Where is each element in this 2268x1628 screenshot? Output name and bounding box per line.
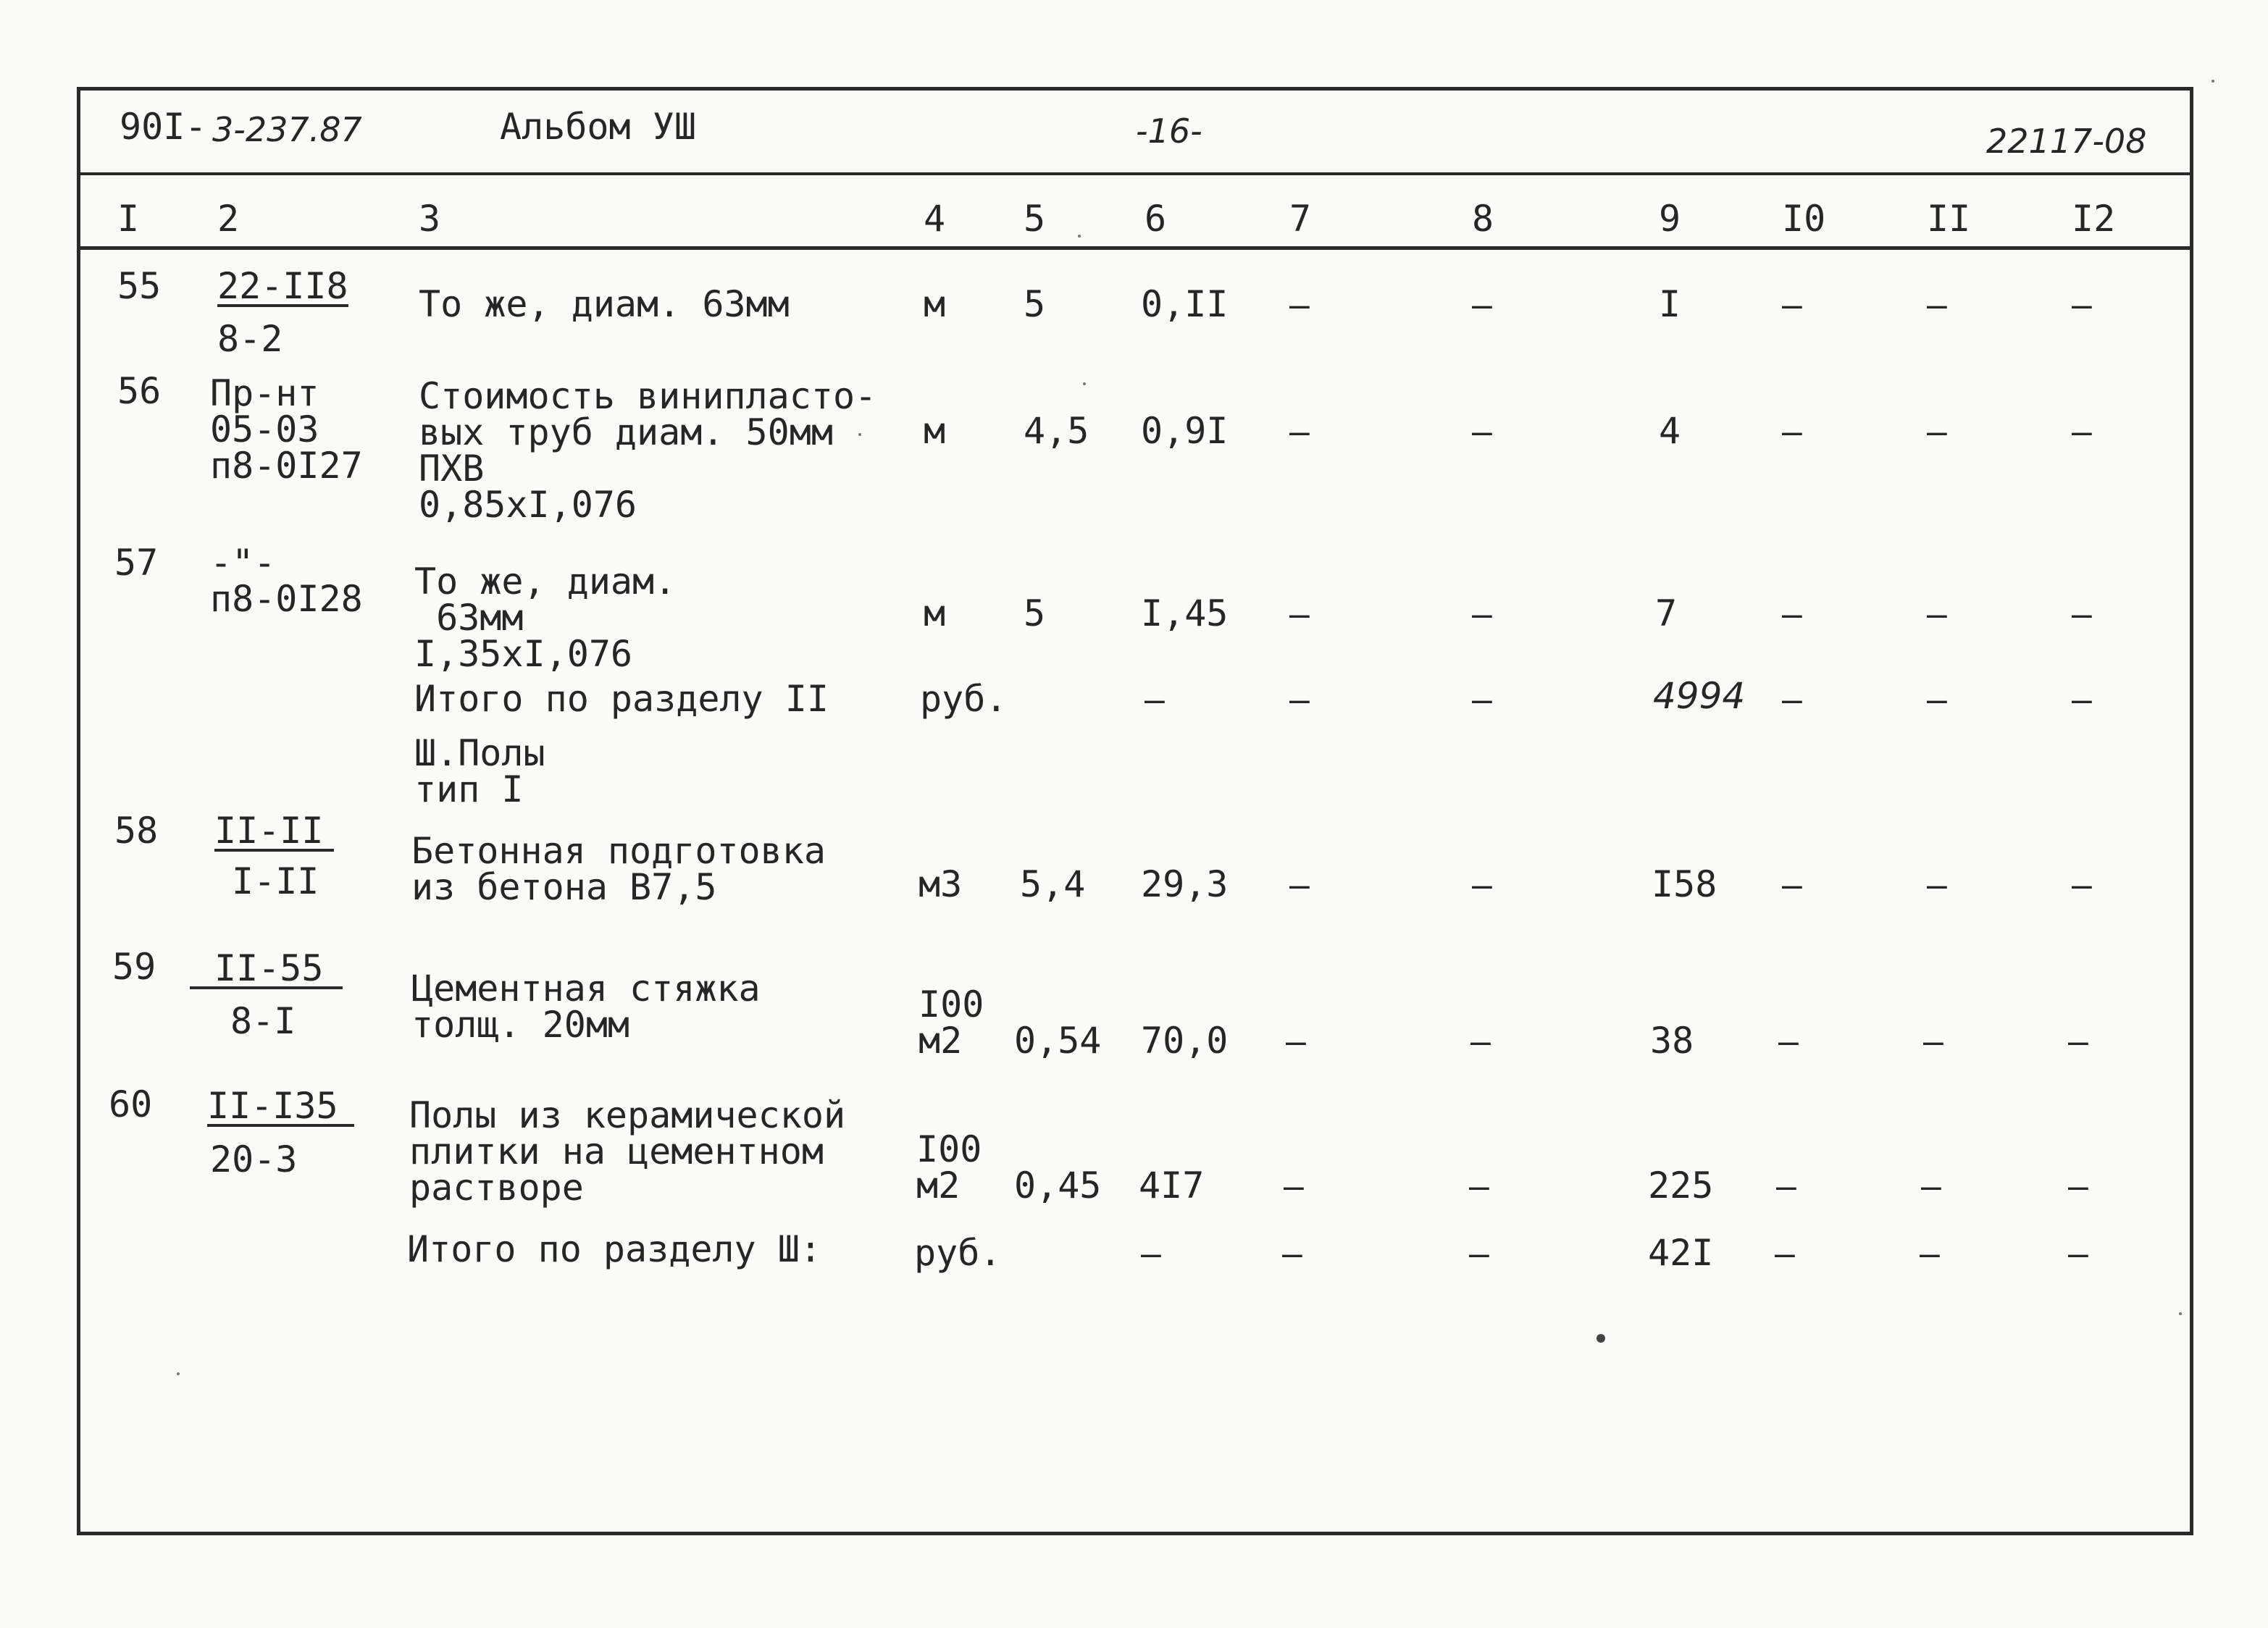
norm-code-top: 22-II8 [217,265,348,307]
col9-cell: 7 [1655,592,1678,634]
col7-cell: – [1286,1020,1306,1061]
col10-cell: – [1778,1020,1799,1061]
unit-cell: м [924,410,946,452]
col10-cell: – [1776,1165,1796,1206]
col12-cell: – [2072,864,2092,905]
column-header: 7 [1289,198,1312,240]
col9-cell: 42I [1648,1232,1714,1274]
column-header: 3 [419,198,441,240]
col12-cell: – [2072,284,2092,324]
unit-cell: I00 м2 [916,1128,982,1207]
col8-cell: – [1472,411,1492,451]
col8-cell: – [1472,593,1492,634]
item-description: Цементная стяжка толщ. 20мм [411,968,761,1046]
col7-cell: – [1284,1165,1304,1206]
column-header: II [1927,198,1971,240]
col12-cell: – [2072,411,2092,451]
col11-cell: – [1927,411,1947,451]
col7-cell: – [1289,593,1310,634]
column-header: 4 [924,198,946,240]
norm-code-top: II-II [214,813,334,852]
col12-cell: – [2072,679,2092,719]
column-header: 9 [1659,198,1681,240]
scan-speck [1083,382,1086,385]
col9-cell: 38 [1650,1020,1694,1062]
col11-cell: – [1927,864,1947,905]
unit-cell: м [924,592,946,634]
price-cell: 0,II [1141,283,1229,325]
row-number: 57 [114,542,159,584]
column-header: 2 [217,198,240,240]
norm-code-bottom: I-II [232,860,319,902]
column-header-rule [80,246,2190,250]
col9-cell: 225 [1648,1165,1714,1207]
page-number: -16- [1136,112,1202,151]
price-cell: – [1141,1233,1161,1273]
scan-speck [1078,235,1081,238]
norm-code-top: II-I35 [207,1088,354,1127]
price-cell: – [1145,679,1165,719]
scan-speck [858,433,861,436]
price-cell: 29,3 [1141,863,1229,905]
col12-cell: – [2072,593,2092,634]
sheet-code: 22117-08 [1986,122,2147,161]
unit-cell: I00 м2 [919,983,984,1062]
norm-code-bottom: 8-I [230,1000,296,1042]
doc-code-handwritten: 3-237.87 [212,110,362,149]
col9-cell: I [1659,283,1681,325]
unit-cell: руб. [920,678,1008,720]
col11-cell: – [1927,284,1947,324]
norm-code: -"- п8-0I28 [210,542,363,620]
price-cell: 70,0 [1141,1020,1229,1062]
quantity-cell: 0,54 [1014,1020,1102,1062]
norm-code-bottom: 8-2 [217,318,283,360]
column-header: 6 [1145,198,1167,240]
unit-cell: м [924,283,946,325]
col12-cell: – [2068,1233,2088,1273]
row-number: 58 [114,810,159,852]
col7-cell: – [1282,1233,1302,1273]
album-title: Альбом УШ [500,106,696,148]
row-number: 56 [117,370,162,412]
total-label: Итого по разделу Ш: [407,1228,821,1270]
column-header: I0 [1782,198,1826,240]
norm-code-top: II-55 [190,950,343,989]
item-description: Стоимость винипласто- вых труб диам. 50мм ПХВ 0,85xI,076 [419,375,877,526]
col12-cell: – [2068,1020,2088,1061]
col9-cell: 4 [1659,410,1681,452]
scan-speck [177,1372,180,1375]
page-frame [77,87,2193,1535]
col12-cell: – [2068,1165,2088,1206]
col11-cell: – [1927,593,1947,634]
col7-cell: – [1289,679,1310,719]
column-header: 8 [1472,198,1494,240]
quantity-cell: 5 [1024,283,1046,325]
unit-cell: м3 [919,863,963,905]
quantity-cell: 4,5 [1024,410,1089,452]
col10-cell: – [1782,864,1802,905]
doc-code-printed: 90I- [120,106,207,148]
col10-cell: – [1782,411,1802,451]
col8-cell: – [1470,1020,1491,1061]
col10-cell: – [1775,1233,1795,1273]
scan-speck [1597,1334,1605,1343]
col8-cell: – [1472,679,1492,719]
col7-cell: – [1289,284,1310,324]
quantity-cell: 5,4 [1020,863,1086,905]
quantity-cell: 5 [1024,592,1046,634]
col7-cell: – [1289,411,1310,451]
col10-cell: – [1782,284,1802,324]
quantity-cell: 0,45 [1014,1165,1102,1207]
column-header: I2 [2072,198,2116,240]
price-cell: 4I7 [1139,1165,1205,1207]
col9-cell: 4994 [1653,675,1746,717]
item-description: То же, диам. 63мм I,35xI,076 [414,561,677,675]
col8-cell: – [1469,1233,1489,1273]
col11-cell: – [1920,1233,1940,1273]
col8-cell: – [1472,284,1492,324]
row-number: 60 [109,1083,153,1125]
item-description: То же, диам. 63мм [419,283,790,325]
column-header: I [117,198,140,240]
total-label: Итого по разделу II [414,678,829,720]
col10-cell: – [1782,593,1802,634]
norm-code: Пр-нт 05-03 п8-0I27 [210,372,363,487]
scan-speck [2179,1312,2182,1315]
col11-cell: – [1923,1020,1943,1061]
header-rule [80,172,2190,175]
col11-cell: – [1927,679,1947,719]
row-number: 55 [117,265,162,307]
col11-cell: – [1921,1165,1941,1206]
column-header: 5 [1024,198,1046,240]
col8-cell: – [1469,1165,1489,1206]
norm-code-bottom: 20-3 [210,1138,298,1180]
price-cell: 0,9I [1141,410,1229,452]
col7-cell: – [1289,864,1310,905]
section-heading: Ш.Полы тип I [414,732,545,810]
col9-cell: I58 [1652,863,1717,905]
item-description: Бетонная подготовка из бетона В7,5 [411,830,826,908]
item-description: Полы из керамической плитки на цементном растворе [409,1094,846,1209]
col8-cell: – [1472,864,1492,905]
unit-cell: руб. [914,1232,1002,1274]
scan-speck [2211,80,2214,83]
row-number: 59 [112,946,156,988]
col10-cell: – [1782,679,1802,719]
price-cell: I,45 [1141,592,1229,634]
